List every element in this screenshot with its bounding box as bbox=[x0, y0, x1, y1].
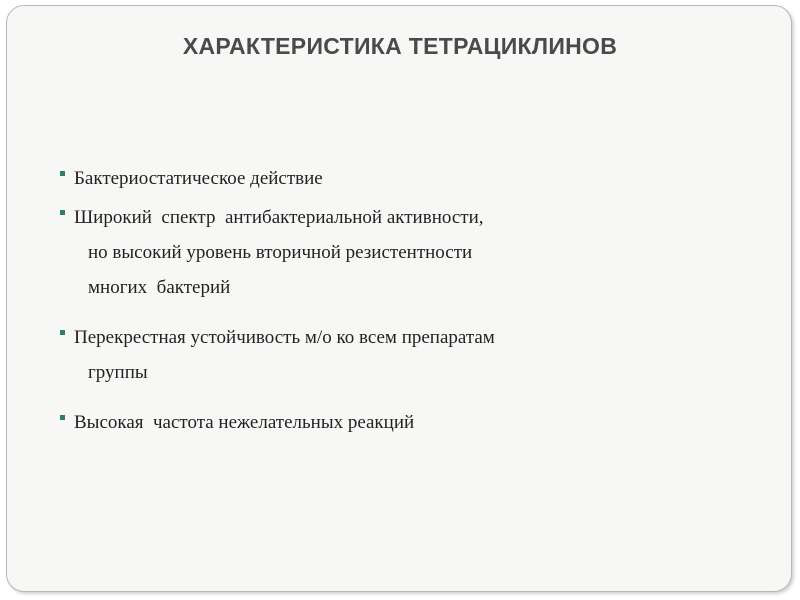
bullet-item-adverse-reactions bbox=[59, 405, 759, 440]
slide-title: ХАРАКТЕРИСТИКА ТЕТРАЦИКЛИНОВ bbox=[182, 33, 618, 59]
bullet-text-continuation: группы bbox=[88, 362, 148, 383]
bullet-item-cross-resistance bbox=[59, 320, 759, 390]
bullet-text-continuation: многих бактерий bbox=[88, 277, 231, 298]
bullet-text: Широкий спектр антибактериальной активности, bbox=[74, 207, 484, 228]
bullet-text-continuation: но высокий уровень вторичной резистентности bbox=[88, 242, 473, 263]
bullet-item-bacteriostatic bbox=[59, 161, 759, 196]
bullet-text: Перекрестная устойчивость м/о ко всем препаратам bbox=[74, 327, 495, 348]
square-bullet-icon bbox=[60, 415, 65, 420]
slide-frame bbox=[6, 5, 792, 592]
bullet-text: Бактериостатическое действие bbox=[74, 168, 323, 189]
square-bullet-icon bbox=[60, 330, 65, 335]
bullet-list bbox=[59, 161, 759, 455]
bullet-text: Высокая частота нежелательных реакций bbox=[74, 412, 415, 433]
bullet-item-spectrum bbox=[59, 200, 759, 305]
square-bullet-icon bbox=[60, 171, 65, 176]
square-bullet-icon bbox=[60, 210, 65, 215]
